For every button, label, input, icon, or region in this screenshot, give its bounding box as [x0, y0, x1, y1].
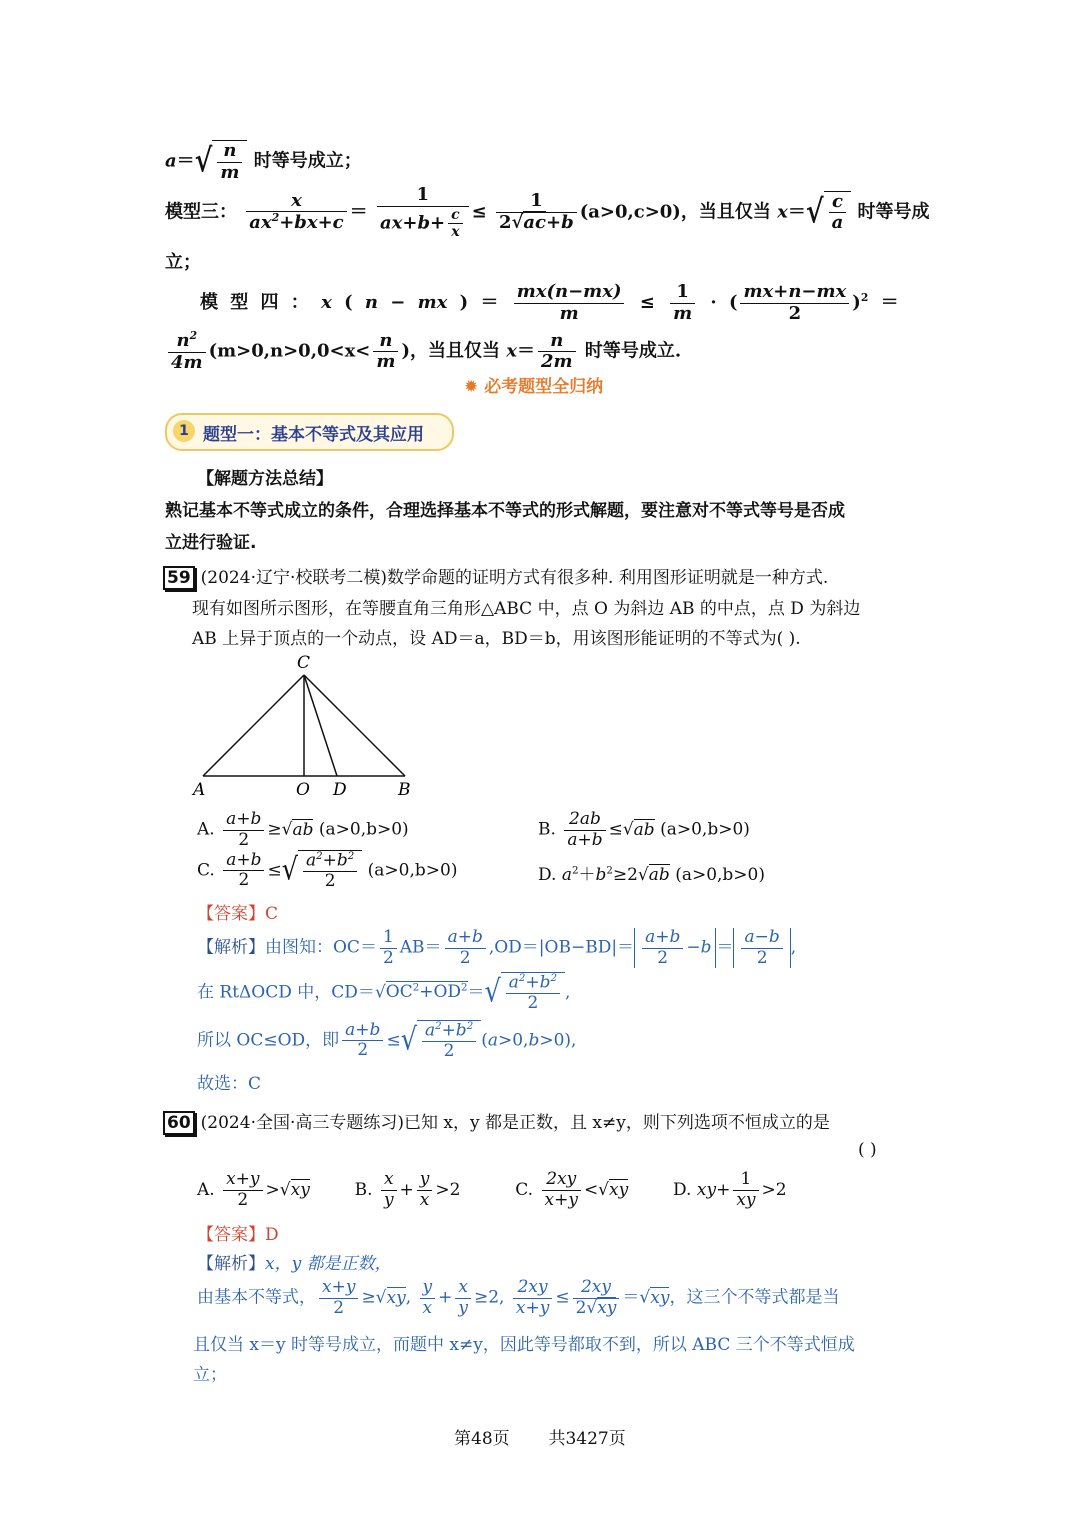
method-heading: 【解题方法总结】	[197, 469, 333, 489]
footer-page: 第48页	[454, 1429, 510, 1449]
q59-analysis-tag: 【解析】	[197, 937, 265, 958]
q60-stem: (2024·全国·高三专题练习)已知 x，y 都是正数，且 x≠y，则下列选项不恒成立的是	[200, 1113, 830, 1133]
q59-option-c[interactable]: C. $\frac{a+b}{2}$ ≤√ $\frac{a^2+b^2}{2}$ (a>0,b>0)	[197, 849, 458, 892]
q59-analysis-1: 【解析】由图知：OC＝ $\frac{1}{2}$ AB＝ $\frac{a+b}{2}$ ,OD＝|OB−BD|＝ $\frac{a+b}{2}$ −b ＝ $\frac{a-b}{2}$ ,	[197, 927, 797, 968]
type-title: 题型一：基本不等式及其应用	[203, 425, 424, 445]
opt-d-cond: (a>0,b>0)	[675, 865, 765, 885]
q59-option-b[interactable]: B. $\frac{2ab}{a+b}$ ≤√ab (a>0,b>0)	[538, 809, 750, 850]
q60-option-a[interactable]: A. $\frac{x+y}{2}$ >√xy	[197, 1169, 310, 1210]
type-num-badge: 1	[173, 420, 195, 442]
banner-title: 必考题型全归纳	[484, 377, 604, 397]
model-three-label: 模型三：	[165, 201, 237, 223]
label-c: C	[297, 653, 311, 673]
q59-answer	[197, 899, 1080, 924]
segment-bc	[304, 675, 405, 776]
q59-answer-value: C	[265, 904, 279, 924]
label-a: A	[193, 780, 206, 800]
formula-line-a: a＝√ $\frac{n}{m}$ 时等号成立；	[165, 140, 362, 183]
type-heading	[165, 413, 454, 451]
model-four-line: 模 型 四 ： x ( n − mx ) ＝ $\frac{mx(n-mx)}{m}$ ≤ $\frac{1}{m}$ · ( $\frac{mx+n-mx}{2}$ )$^2$ ＝	[200, 281, 899, 324]
label-o: O	[296, 780, 310, 800]
label-b: B	[398, 780, 411, 800]
q59-stem-3: AB 上异于顶点的一个动点，设 AD＝a，BD＝b，用该图形能证明的不等式为( ).	[192, 629, 801, 649]
banner	[464, 372, 603, 397]
opt-c-letter: C.	[197, 860, 215, 881]
q60-analysis-text-1: x，y 都是正数，	[265, 1254, 392, 1274]
model-four-tail: 时等号成立.	[584, 340, 682, 362]
q60-analysis-3: 且仅当 x＝y 时等号成立，而题中 x≠y，因此等号都取不到，所以 ABC 三个不等式恒成	[193, 1335, 855, 1355]
method-line-2: 立进行验证.	[165, 533, 257, 553]
q60-option-d[interactable]: D. xy+ $\frac{1}{xy}$ >2	[673, 1169, 787, 1210]
opt-a-cond: (a>0,b>0)	[318, 819, 409, 840]
q59-analysis-4: 故选：C	[197, 1074, 262, 1094]
model-four-line-2: $\frac{n^2}{4m}$ (m>0,n>0,0<x< $\frac{n}{m}$ )，当且仅当 x＝ $\frac{n}{2m}$ 时等号成立.	[165, 330, 1080, 373]
footer-total: 共3427页	[548, 1429, 626, 1449]
model-three-cont: 立；	[165, 252, 201, 273]
triangle-figure	[185, 648, 425, 800]
q59-analysis-text-1: 由图知：OC＝	[265, 937, 377, 958]
q59-analysis-text-2: 在 RtΔOCD 中，CD＝	[197, 982, 375, 1003]
label-d: D	[333, 780, 347, 800]
sun-icon: ✹	[464, 377, 479, 397]
q60-analysis-1	[197, 1249, 1080, 1274]
line-a-suffix: 时等号成立；	[253, 150, 362, 172]
method-line-1: 熟记基本不等式成立的条件，合理选择基本不等式的形式解题，要注意对不等式等号是否成	[165, 501, 845, 521]
q60-answer-tag: 【答案】	[197, 1225, 265, 1245]
q60-analysis-4: 立；	[193, 1365, 227, 1385]
q59-stem-2: 现有如图所示图形，在等腰直角三角形△ABC 中，点 O 为斜边 AB 的中点，点 D 为斜边	[192, 599, 861, 619]
q60-analysis-text-2b: ，这三个不等式都是当	[669, 1287, 840, 1308]
q60-option-c[interactable]: C. $\frac{2xy}{x+y}$ <√xy	[515, 1169, 629, 1210]
page-footer	[454, 1424, 626, 1449]
opt-d-letter: D.	[538, 865, 557, 885]
q59-stem-1: (2024·辽宁·校联考二模)数学命题的证明方式有很多种. 利用图形证明就是一种方式.	[200, 568, 829, 588]
model-three-line: 模型三： $\frac{x}{ax^2+bx+c}$ ＝ 1 ax+b+ $\frac{c}{x}$ ≤ $\frac{1}{2√ac+b}$ (a>0,c>0)，当且仅当 x＝√ $\frac{c}{a}$ 时等号成	[165, 184, 930, 240]
q60-analysis-tag: 【解析】	[197, 1254, 265, 1274]
q59-analysis-text-3: 所以 OC≤OD，即	[197, 1030, 340, 1051]
segment-ac	[203, 675, 304, 776]
q59-number: 59	[163, 566, 195, 590]
q59-analysis-2: 在 RtΔOCD 中，$CD=√OC^2+OD^2=√$ $\frac{a^2+b^2}{2}$ ,	[197, 972, 571, 1014]
opt-b-cond: (a>0,b>0)	[660, 819, 750, 840]
segment-cd	[304, 675, 337, 776]
q60-options	[197, 1170, 787, 1210]
q60-analysis-2: 由基本不等式， $\frac{x+y}{2}$ ≥√xy, $\frac{y}{x}$ + $\frac{x}{y}$ ≥2, $\frac{2xy}{x+y}$ ≤ $\frac{2xy}{2√xy}$ ＝√xy，这三个不等式都是当	[197, 1277, 840, 1318]
q59-analysis-3: 所以 OC≤OD，即 $\frac{a+b}{2}$ ≤√ $\frac{a^2+b^2}{2}$ (a>0,b>0),	[197, 1019, 577, 1062]
model-four-label: 模 型 四 ：	[200, 292, 309, 314]
model-four-cond-b: )，当且仅当	[401, 340, 500, 362]
q59-line-1	[163, 563, 1080, 590]
model-three-tail: 时等号成	[857, 201, 930, 223]
model-three-cond: (a>0,c>0)，当且仅当	[579, 201, 771, 223]
q59-answer-tag: 【答案】	[197, 904, 265, 924]
q59-option-a[interactable]: A. $\frac{a+b}{2}$ ≥√ab (a>0,b>0)	[197, 809, 409, 850]
q59-option-d[interactable]: D. $a^2+b^2\ge 2√ab$ (a>0,b>0)	[538, 865, 765, 885]
q60-answer-paren: ( )	[858, 1140, 877, 1160]
q60-number: 60	[163, 1111, 195, 1135]
opt-c-cond: (a>0,b>0)	[367, 860, 458, 881]
q60-line-1	[163, 1108, 1080, 1135]
q60-analysis-text-2a: 由基本不等式，	[197, 1287, 316, 1308]
q60-answer	[197, 1220, 1080, 1245]
opt-b-letter: B.	[538, 819, 556, 840]
q60-option-b[interactable]: B. $\frac{x}{y}$ + $\frac{y}{x}$ >2	[354, 1169, 461, 1210]
model-four-cond-a: (m>0,n>0,0<x<	[208, 340, 371, 362]
opt-a-letter: A.	[197, 819, 215, 840]
q60-answer-value: D	[265, 1225, 279, 1245]
